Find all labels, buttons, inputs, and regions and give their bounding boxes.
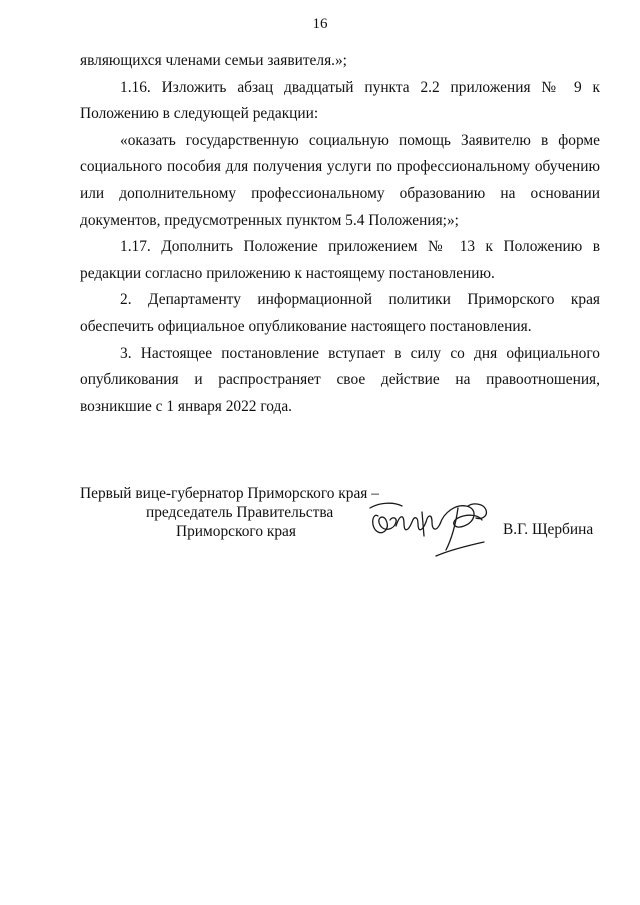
- page-number: 16: [312, 16, 328, 32]
- handwritten-signature: [366, 492, 506, 572]
- signer-title: [80, 484, 379, 541]
- signer-title-line1: Первый вице-губернатор Приморского края –: [80, 485, 379, 502]
- signer-title-line3: Приморского края: [176, 523, 296, 540]
- paragraph-item-3: 3. Настоящее постановление вступает в силу со дня официального опубликования и распространяет свое действие на правоотношения, возникшие с 1 января 2022 года.: [80, 344, 600, 415]
- paragraph-item-2: 2. Департаменту информационной политики Приморского края обеспечить официальное опубликование настоящего постановления.: [80, 291, 600, 335]
- signer-name: В.Г. Щербина: [503, 521, 594, 538]
- paragraph-item-1-17: 1.17. Дополнить Положение приложением № 13 к Положению в редакции согласно приложению к настоящему постановлению.: [80, 238, 600, 282]
- paragraph-quoted-text: «оказать государственную социальную помощь Заявителю в форме социального пособия для получения услуги по профессиональному обучению или дополнительному профессиональному образованию на основании документов, предусмотренных пунктом 5.4 Положения;»;: [80, 131, 600, 229]
- paragraph-continuation: являющихся членами семьи заявителя.»;: [80, 52, 347, 69]
- paragraph-item-1-16: 1.16. Изложить абзац двадцатый пункта 2.2 приложения № 9 к Положению в следующей редакции:: [80, 78, 600, 123]
- signer-title-line2: председатель Правительства: [146, 504, 334, 521]
- document-body: [80, 48, 600, 420]
